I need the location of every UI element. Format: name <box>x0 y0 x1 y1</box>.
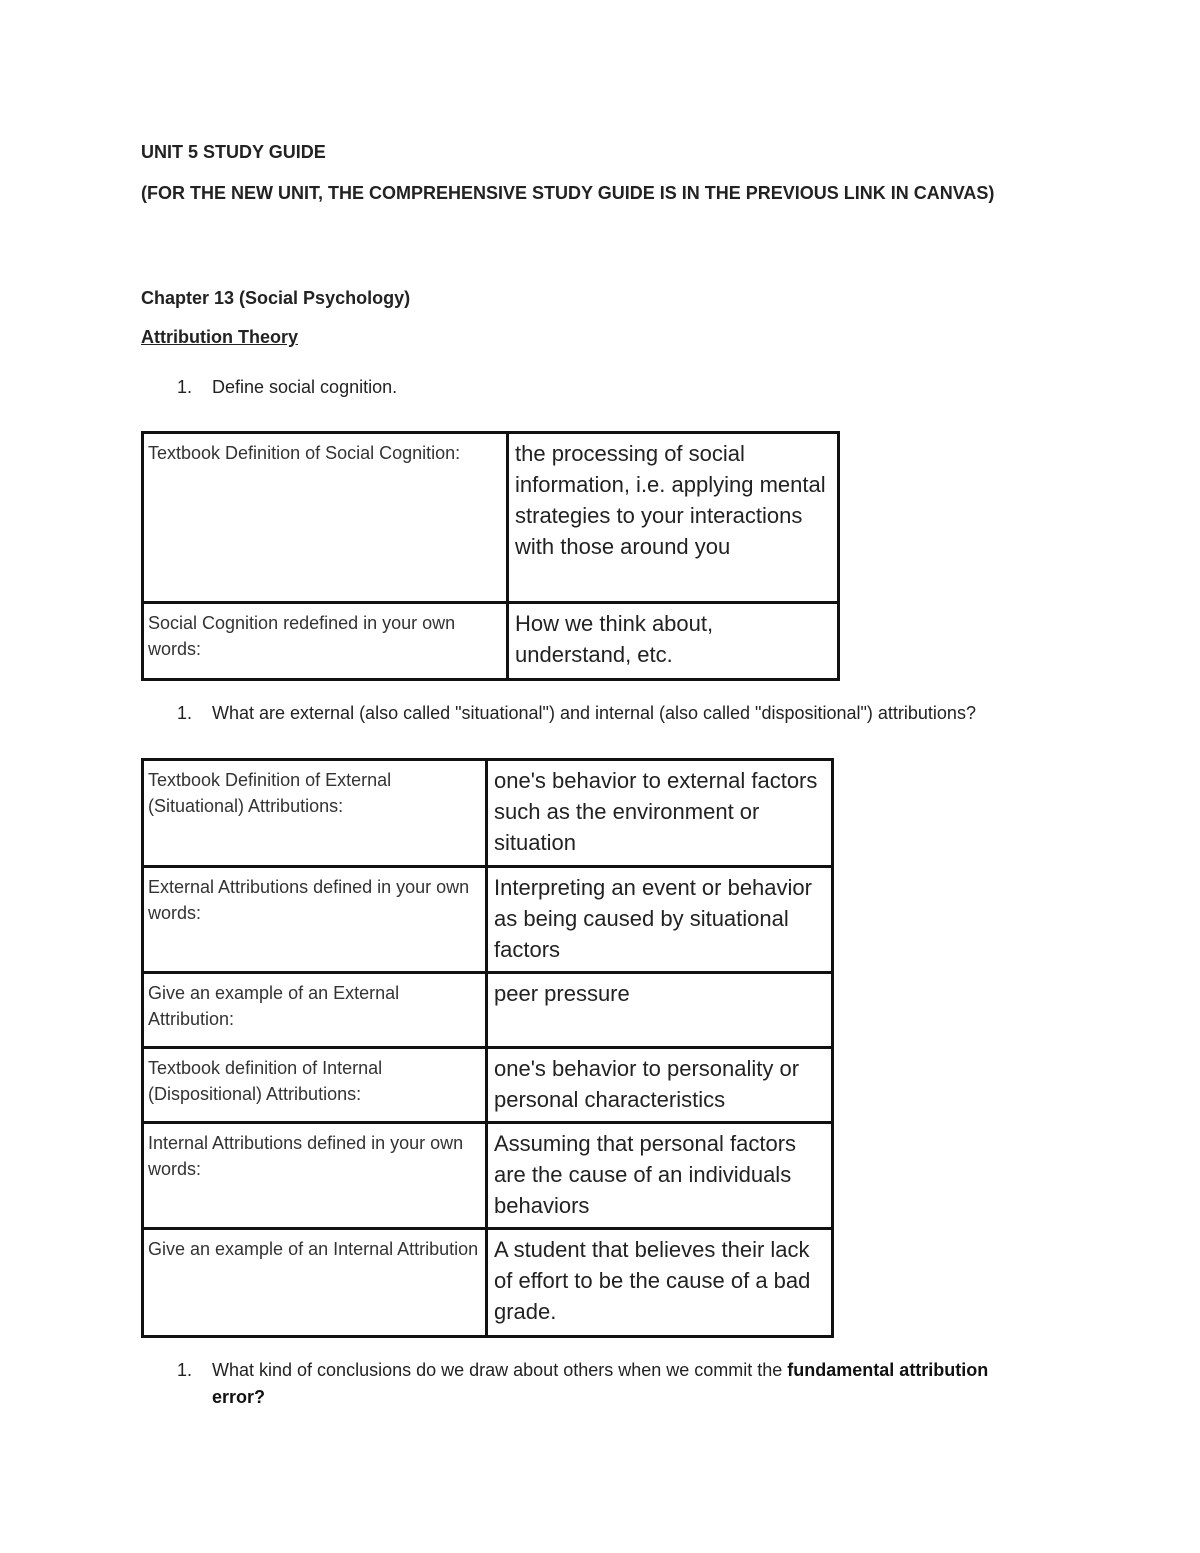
social-cognition-table <box>141 431 840 681</box>
answer-cell[interactable] <box>487 1123 833 1229</box>
row-label: Textbook definition of Internal (Dispositional) Attributions: <box>148 1058 383 1104</box>
row-label-cell <box>143 973 487 1048</box>
row-answer: one's behavior to personality or personal characteristics <box>494 1056 800 1112</box>
row-label-cell <box>143 867 487 973</box>
question-2 <box>177 700 1077 728</box>
answer-cell[interactable] <box>487 973 833 1048</box>
row-label: External Attributions defined in your own words: <box>148 877 470 923</box>
attributions-table <box>141 758 834 1338</box>
row-answer: How we think about, understand, etc. <box>515 611 714 667</box>
answer-cell[interactable] <box>487 1048 833 1123</box>
answer-cell[interactable] <box>487 760 833 867</box>
page-title: UNIT 5 STUDY GUIDE <box>141 142 326 162</box>
table-row <box>143 1048 833 1123</box>
row-label-cell <box>143 760 487 867</box>
row-answer: Interpreting an event or behavior as being caused by situational factors <box>494 875 812 962</box>
row-label-cell <box>143 1048 487 1123</box>
row-answer: A student that believes their lack of effort to be the cause of a bad grade. <box>494 1237 811 1324</box>
row-label: Internal Attributions defined in your own words: <box>148 1133 464 1179</box>
question-number: 1. <box>177 703 193 723</box>
table-row <box>143 973 833 1048</box>
table-row <box>143 867 833 973</box>
section-heading: Attribution Theory <box>141 327 298 347</box>
row-answer: one's behavior to external factors such as the environment or situation <box>494 768 818 855</box>
chapter-heading: Chapter 13 (Social Psychology) <box>141 288 411 308</box>
question-number: 1. <box>177 377 193 397</box>
row-label: Social Cognition redefined in your own words: <box>148 613 456 659</box>
answer-cell[interactable] <box>508 603 839 680</box>
row-label-cell <box>143 433 508 603</box>
row-answer: peer pressure <box>494 981 630 1006</box>
question-text <box>212 1357 1072 1411</box>
row-label: Textbook Definition of Social Cognition: <box>148 443 461 463</box>
question-1 <box>177 374 1077 402</box>
question-text: What are external (also called "situational") and internal (also called "dispositional") attributions? <box>212 703 976 723</box>
answer-cell[interactable] <box>487 1229 833 1337</box>
row-label: Give an example of an External Attribution: <box>148 983 400 1029</box>
answer-cell[interactable] <box>487 867 833 973</box>
table-row <box>143 433 839 603</box>
question-term-bold-line2: error? <box>212 1387 266 1407</box>
table-row <box>143 1123 833 1229</box>
question-term-bold: fundamental attribution <box>787 1360 989 1380</box>
row-label-cell <box>143 603 508 680</box>
question-number: 1. <box>177 1360 193 1380</box>
question-text-plain: What kind of conclusions do we draw about others when we commit the <box>212 1360 788 1380</box>
row-label-cell <box>143 1229 487 1337</box>
guide-note: (FOR THE NEW UNIT, THE COMPREHENSIVE STUDY GUIDE IS IN THE PREVIOUS LINK IN CANVAS) <box>141 183 995 203</box>
table-row <box>143 760 833 867</box>
question-3 <box>177 1357 1077 1413</box>
row-label: Textbook Definition of External (Situational) Attributions: <box>148 770 392 816</box>
table-row <box>143 603 839 680</box>
question-text: Define social cognition. <box>212 377 398 397</box>
row-answer: Assuming that personal factors are the cause of an individuals behaviors <box>494 1131 797 1218</box>
row-label: Give an example of an Internal Attribution <box>148 1239 479 1259</box>
row-label-cell <box>143 1123 487 1229</box>
row-answer: the processing of social information, i.e. applying mental strategies to your interactions with those around you <box>515 441 826 559</box>
table-row <box>143 1229 833 1337</box>
answer-cell[interactable] <box>508 433 839 603</box>
